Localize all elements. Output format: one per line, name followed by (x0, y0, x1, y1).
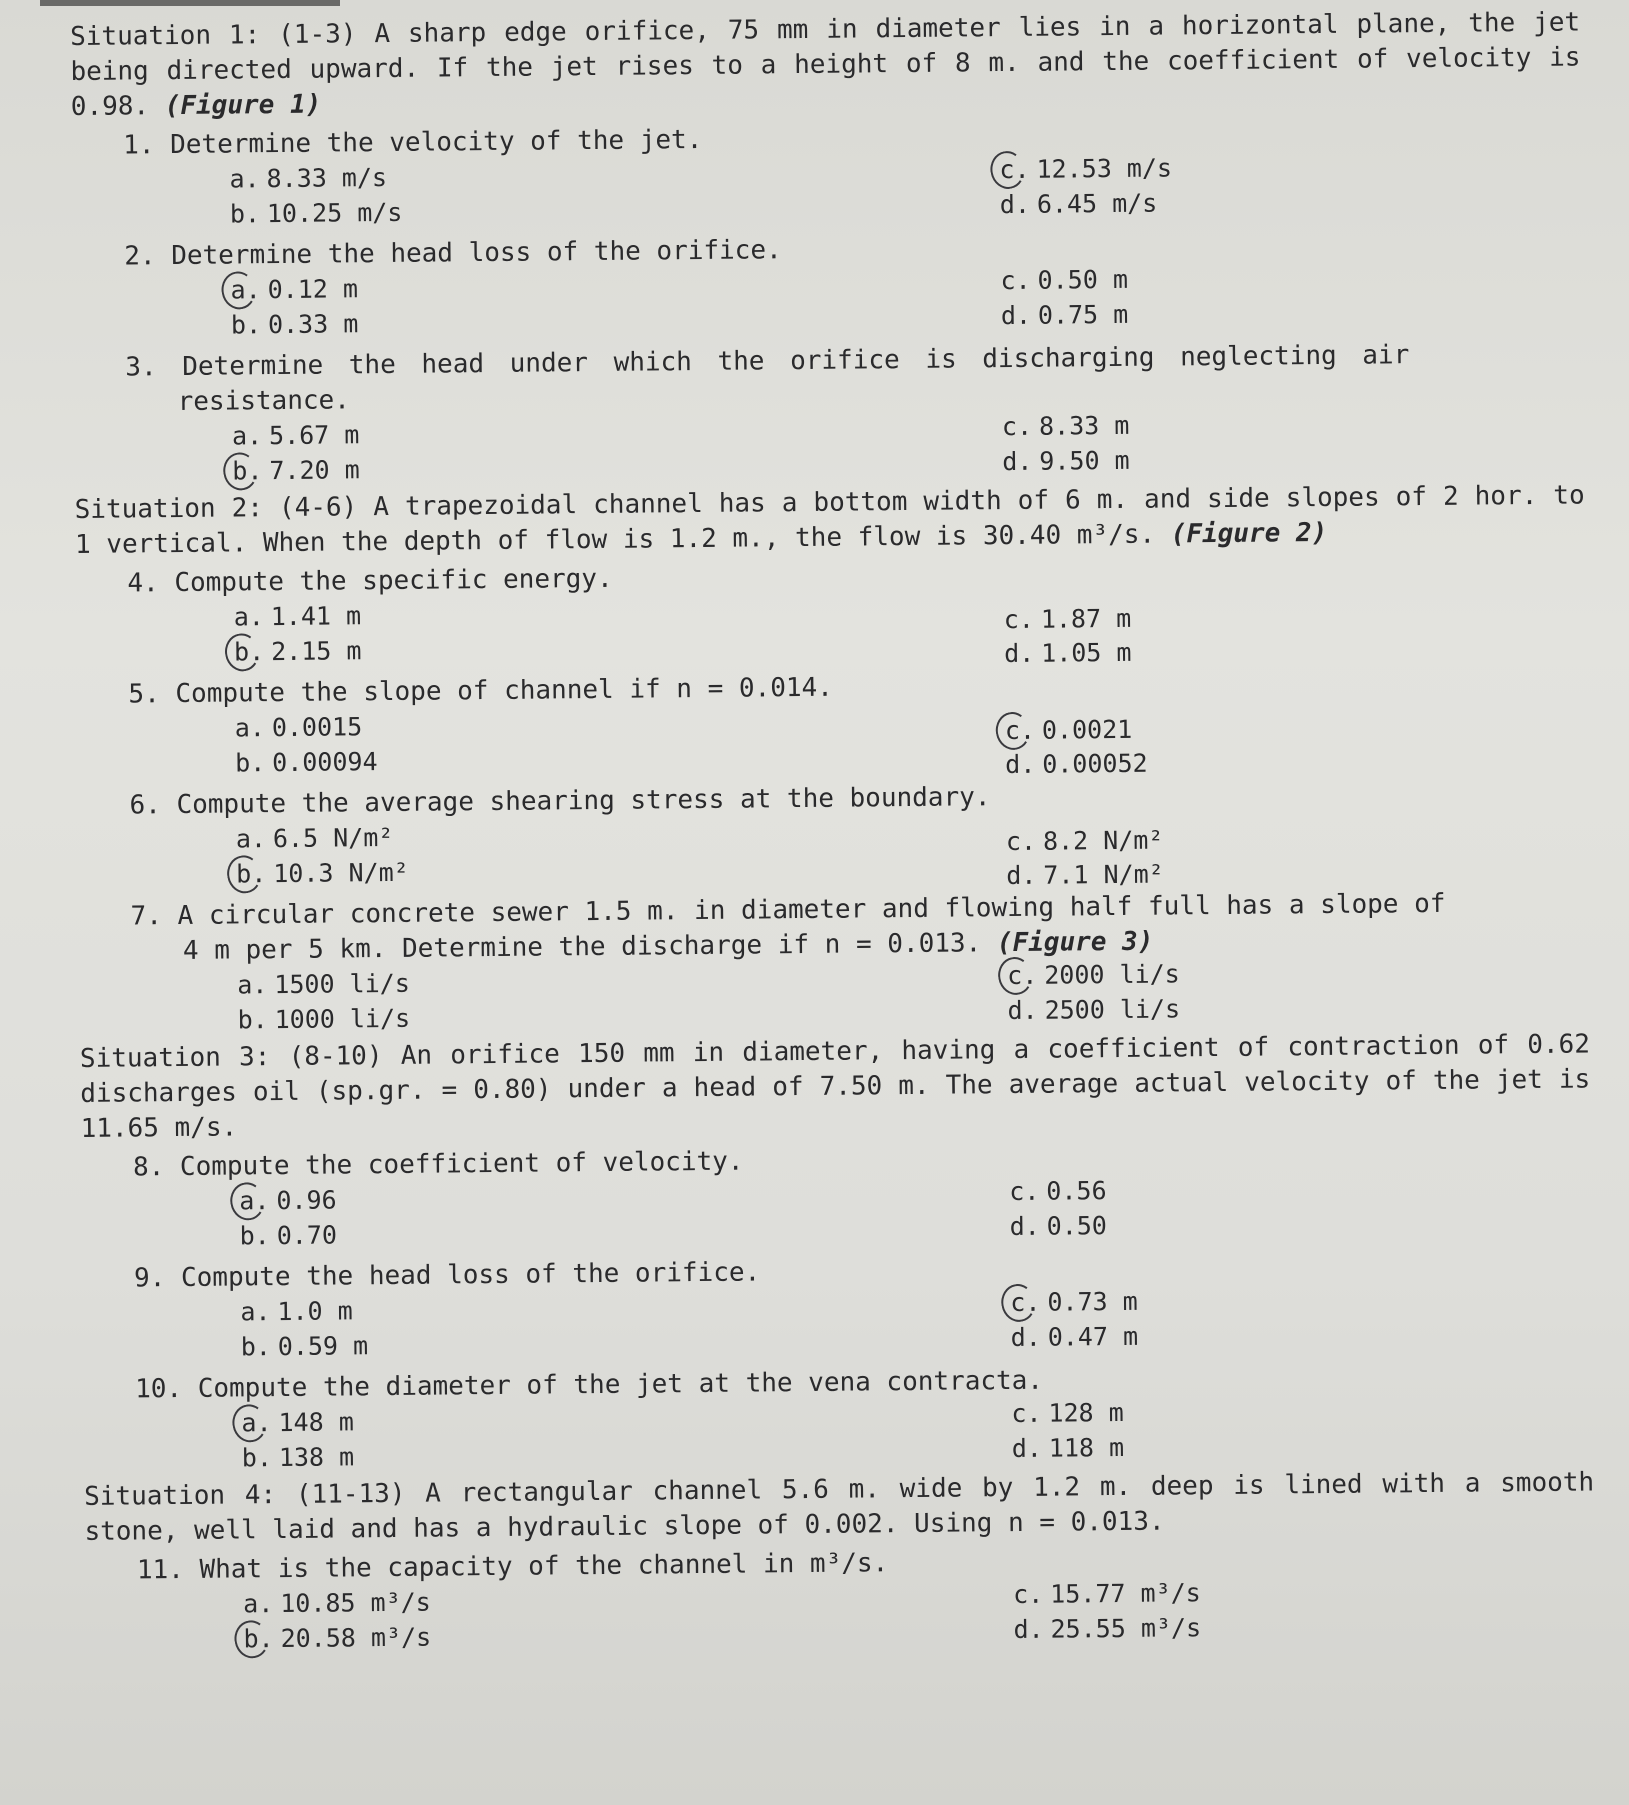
question-9: 9. Compute the head loss of the orifice. (133, 1257, 761, 1294)
choices-6 (236, 809, 1589, 894)
choice-a: a. 1500 li/s (237, 968, 410, 1000)
choice-b: b. 10.25 m/s (229, 197, 403, 229)
choices-10 (241, 1393, 1594, 1478)
choice-b-circled: b. 20.58 m³/s (243, 1622, 432, 1654)
choice-c-circled: c. 2000 li/s (1007, 959, 1180, 991)
choice-a: a. 6.5 N/m² (235, 822, 394, 854)
choice-d: d. 0.75 m (1000, 299, 1129, 331)
choice-a-circled: a. 0.12 m (230, 274, 359, 305)
question-5: 5. Compute the slope of channel if n = 0.014. (128, 672, 834, 710)
question-2: 2. Determine the head loss of the orifice. (124, 235, 782, 272)
choice-d: d. 9.50 m (1002, 445, 1130, 477)
question-4: 4. Compute the specific energy. (127, 563, 613, 599)
choice-b: b. 0.33 m (230, 309, 359, 340)
choice-c-circled: c. 12.53 m/s (999, 153, 1173, 185)
choice-d: d. 0.47 m (1010, 1321, 1139, 1353)
choice-d: d. 6.45 m/s (999, 188, 1158, 220)
choices-11 (243, 1574, 1596, 1659)
choice-c: c. 1.87 m (1003, 603, 1132, 635)
question-1: 1. Determine the velocity of the jet. (123, 124, 703, 161)
choice-c-circled: c. 0.73 m (1010, 1286, 1138, 1318)
choices-4 (234, 587, 1587, 672)
choices-3 (232, 406, 1585, 491)
figure-ref: (Figure 1) (164, 89, 322, 122)
choice-b-circled: b. 7.20 m (232, 455, 360, 486)
figure-ref: (Figure 3) (996, 926, 1154, 959)
choice-b: b. 0.70 (239, 1220, 338, 1251)
choice-c: c. 128 m (1011, 1397, 1124, 1429)
choice-b: b. 0.59 m (240, 1331, 369, 1362)
question-11: 11. What is the capacity of the channel in m³/s. (136, 1548, 889, 1586)
choice-c: c. 8.2 N/m² (1005, 825, 1164, 857)
choice-c: c. 0.50 m (1000, 264, 1129, 296)
choices-7 (237, 955, 1590, 1040)
choice-a: a. 10.85 m³/s (243, 1587, 431, 1619)
choice-b: b. 138 m (241, 1442, 355, 1473)
question-10: 10. Compute the diameter of the jet at the vena contracta. (135, 1365, 1044, 1405)
situation-4: Situation 4: (11-13) A rectangular channel 5.6 m. wide by 1.2 m. deep is lined with a smooth stone, well laid and has a hydraulic slope of 0.002. Using n = 0.013. (84, 1467, 1595, 1547)
choices-9 (240, 1282, 1593, 1367)
situation-1: Situation 1: (1-3) A sharp edge orifice, 75 mm in diameter lies in a horizontal plane, the jet being directed upward. If the jet rises to a height of 8 m. and the coefficient of velocity is 0.98. (Figure 1) (70, 7, 1581, 122)
choices-2 (230, 260, 1583, 345)
choice-a: a. 1.0 m (240, 1296, 353, 1327)
choice-d: d. 1.05 m (1003, 637, 1132, 669)
choice-b-circled: b. 2.15 m (233, 636, 362, 667)
choice-b: b. 0.00094 (235, 747, 378, 778)
choice-a: a. 0.0015 (234, 712, 363, 743)
choice-c: c. 15.77 m³/s (1013, 1578, 1201, 1610)
choice-d: d. 7.1 N/m² (1006, 859, 1164, 891)
question-7: 7. A circular concrete sewer 1.5 m. in diameter and flowing half full has a slope of 4 m per 5 km. Determine the discharge if n = 0.013. (Figure 3) (130, 888, 1446, 966)
choice-b: b. 1000 li/s (237, 1003, 411, 1035)
choice-d: d. 2500 li/s (1007, 994, 1181, 1026)
cut-off-header (40, 0, 340, 6)
choice-c: c. 0.56 (1009, 1176, 1107, 1207)
choice-b-circled: b. 10.3 N/m² (236, 857, 409, 889)
choices-1 (229, 149, 1582, 234)
choice-c-circled: c. 0.0021 (1004, 714, 1133, 746)
figure-ref: (Figure 2) (1170, 517, 1328, 550)
choice-d: d. 25.55 m³/s (1013, 1613, 1202, 1645)
question-6: 6. Compute the average shearing stress at the boundary. (129, 782, 991, 821)
choices-5 (235, 698, 1588, 783)
choice-a-circled: a. 0.96 (239, 1185, 337, 1216)
question-8: 8. Compute the coefficient of velocity. (132, 1146, 744, 1183)
situation-2: Situation 2: (4-6) A trapezoidal channel has a bottom width of 6 m. and side slopes of 2 hor. to 1 vertical. When the depth of flow is 1.2 m., the flow is 30.40 m³/s. (Figure 2) (74, 480, 1585, 560)
choice-a: a. 8.33 m/s (229, 162, 388, 194)
choice-a-circled: a. 148 m (241, 1407, 354, 1438)
question-3: 3. Determine the head under which the orifice is discharging neglecting air resistance. (125, 340, 1410, 417)
choice-a: a. 1.41 m (233, 601, 362, 632)
choices-8 (239, 1171, 1592, 1256)
choice-d: d. 0.50 (1009, 1211, 1108, 1242)
choice-d: d. 118 m (1011, 1432, 1125, 1464)
choice-d: d. 0.00052 (1005, 748, 1148, 780)
situation-3: Situation 3: (8-10) An orifice 150 mm in diameter, having a coefficient of contraction of 0.62 discharges oil (sp.gr. = 0.80) under a head of 7.50 m. The average actual velocity of the jet is 11.65 m/s. (79, 1029, 1591, 1144)
choice-a: a. 5.67 m (231, 420, 360, 451)
choice-c: c. 8.33 m (1001, 410, 1130, 442)
problem-set (70, 6, 1597, 1780)
